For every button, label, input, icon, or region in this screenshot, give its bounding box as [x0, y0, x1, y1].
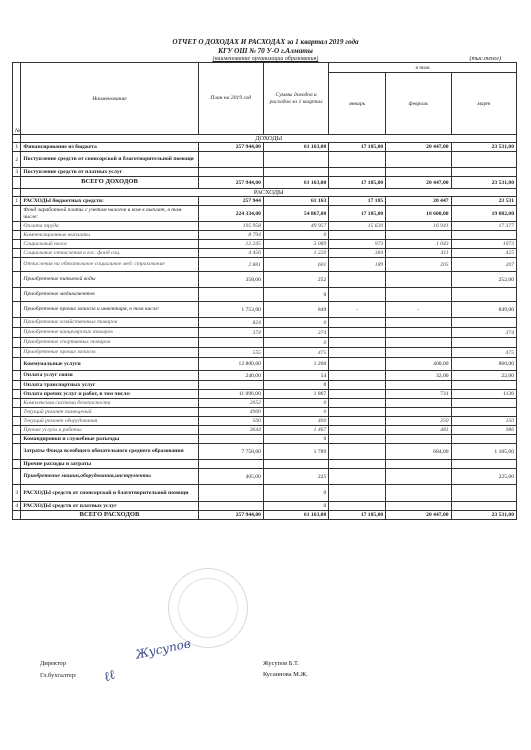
table-row [13, 143, 517, 152]
row-mar-cell [451, 288, 516, 302]
row-feb-cell: 20 447,00 [386, 177, 451, 189]
row-sum-cell: 1 467 [263, 426, 328, 435]
row-num-cell [13, 318, 21, 328]
row-num-cell: 3 [13, 168, 21, 177]
row-num-cell [13, 272, 21, 288]
row-jan-cell [329, 381, 386, 390]
row-sum-cell: 1 867 [263, 390, 328, 399]
row-name-cell: Финансирование из бюджета [21, 143, 198, 152]
row-name-cell: Приобретение канцелярских товаров [21, 328, 198, 338]
row-sum-cell: 400 [263, 417, 328, 426]
row-jan-cell: 17 185,00 [329, 206, 386, 222]
row-num-cell [13, 460, 21, 469]
row-sum-cell: 54 [263, 371, 328, 381]
row-num-cell [13, 426, 21, 435]
accountant-name: Кусаинова М.Ж. [263, 671, 308, 678]
row-mar-cell: 252,00 [451, 272, 516, 288]
col-header-sum: Суммы доходов и расходов за 1 квартал [263, 63, 328, 135]
row-feb-cell [386, 272, 451, 288]
row-plan-cell [198, 460, 263, 469]
row-num-cell [13, 469, 21, 485]
row-mar-cell: 1 105,00 [451, 444, 516, 460]
table-row [13, 338, 517, 348]
table-row [13, 444, 517, 460]
row-jan-cell [329, 371, 386, 381]
row-name-cell: Приобретение прочих запасов и инвентаря, в том числе: [21, 302, 198, 318]
organization-name: КГУ ОШ № 70 У-О г.Алматы [218, 47, 313, 55]
table-row [13, 485, 517, 502]
row-num-cell [13, 348, 21, 358]
row-mar-cell: 374 [451, 328, 516, 338]
row-feb-cell: 481 [386, 426, 451, 435]
row-sum-cell [263, 152, 328, 168]
row-sum-cell: 225 [263, 469, 328, 485]
row-feb-cell: 20 447,00 [386, 511, 451, 520]
row-num-cell [13, 249, 21, 258]
row-name-cell: Приобретение прочих запасов [21, 348, 198, 358]
row-plan-cell: 11 096,00 [198, 390, 263, 399]
row-jan-cell [329, 231, 386, 240]
row-feb-cell [386, 399, 451, 408]
row-jan-cell: 17 185,00 [329, 177, 386, 189]
stamp-seal-inner [178, 578, 238, 638]
row-name-cell: ВСЕГО РАСХОДОВ [21, 511, 198, 520]
row-feb-cell: 1 043 [386, 240, 451, 249]
row-mar-cell [451, 408, 516, 417]
table-row [13, 435, 517, 444]
row-num-cell [13, 371, 21, 381]
row-num-cell [13, 240, 21, 249]
row-num-cell [13, 222, 21, 231]
row-name-cell: Оплата прочих услуг и работ, в том числе: [21, 390, 198, 399]
row-sum-cell: 0 [263, 399, 328, 408]
row-mar-cell: 23 531 [451, 197, 516, 206]
row-name-cell: РАСХОДЫ средств от спонсорской и благотворительной помощи [21, 485, 198, 502]
row-mar-cell: 207 [451, 258, 516, 272]
accountant-label: Гл.бухгалтер: [40, 672, 77, 679]
row-num-cell [13, 358, 21, 371]
row-name-cell: Командировки и служебные разъезды [21, 435, 198, 444]
row-sum-cell: 0 [263, 485, 328, 502]
section-income-label: ДОХОДЫ [21, 135, 517, 143]
row-mar-cell [451, 502, 516, 511]
col-header-jan: январь [329, 73, 386, 135]
row-feb-cell: 731 [386, 390, 451, 399]
table-row [13, 288, 517, 302]
row-plan-cell [198, 288, 263, 302]
col-header-name: Наименование [21, 63, 198, 135]
row-name-cell: Компенсационные выплаты [21, 231, 198, 240]
row-mar-cell [451, 435, 516, 444]
row-feb-cell: 20 447,00 [386, 143, 451, 152]
row-jan-cell [329, 318, 386, 328]
row-num-cell: 4 [13, 502, 21, 511]
table-row [13, 222, 517, 231]
row-name-cell: Оплата транспортных услуг [21, 381, 198, 390]
table-row [13, 168, 517, 177]
row-num-cell: 1 [13, 197, 21, 206]
table-row [13, 328, 517, 338]
row-plan-cell: 12 245 [198, 240, 263, 249]
row-feb-cell: 20 447 [386, 197, 451, 206]
unit-label: (тыс.тенге) [469, 56, 501, 62]
row-name-cell: Социальный налог [21, 240, 198, 249]
row-jan-cell [329, 168, 386, 177]
row-sum-cell: 0 [263, 502, 328, 511]
row-num-cell [13, 302, 21, 318]
row-sum-cell: 49 957 [263, 222, 328, 231]
row-plan-cell [198, 168, 263, 177]
row-plan-cell: 257 944,00 [198, 143, 263, 152]
row-jan-cell: 189 [329, 258, 386, 272]
row-feb-cell [386, 469, 451, 485]
row-name-cell: Приобретение питьевой воды [21, 272, 198, 288]
row-mar-cell: 1136 [451, 390, 516, 399]
row-plan-cell: 12 800,00 [198, 358, 263, 371]
row-sum-cell: 1 260 [263, 358, 328, 371]
row-num-cell [13, 417, 21, 426]
row-plan-cell [198, 381, 263, 390]
row-plan-cell [198, 338, 263, 348]
table-row [13, 460, 517, 469]
row-num-cell [13, 435, 21, 444]
row-name-cell: Коммунальные услуги [21, 358, 198, 371]
row-sum-cell: 0 [263, 381, 328, 390]
row-feb-cell [386, 288, 451, 302]
row-name-cell: Поступление средств от платных услуг [21, 168, 198, 177]
table-row [13, 197, 517, 206]
row-mar-cell [451, 152, 516, 168]
row-plan-cell: 405,00 [198, 469, 263, 485]
row-plan-cell: 7 758,00 [198, 444, 263, 460]
row-jan-cell: 384 [329, 249, 386, 258]
row-mar-cell: 425 [451, 249, 516, 258]
row-feb-cell [386, 231, 451, 240]
report-title: ОТЧЕТ О ДОХОДАХ И РАСХОДАХ за 1 квартал 2019 года [172, 38, 359, 46]
row-sum-cell: 3 089 [263, 240, 328, 249]
row-mar-cell: 150 [451, 417, 516, 426]
report-table [12, 62, 517, 520]
row-num-cell [13, 408, 21, 417]
section-num-cell [13, 135, 21, 143]
row-feb-cell: 684,00 [386, 444, 451, 460]
row-num-cell [13, 258, 21, 272]
row-sum-cell: 0 [263, 408, 328, 417]
table-row [13, 240, 517, 249]
table-row [13, 358, 517, 371]
row-num-cell: 1 [13, 143, 21, 152]
row-name-cell: Затраты Фонда всеобщего обязательного среднего образования [21, 444, 198, 460]
row-name-cell: Комплексная система безопасности [21, 399, 198, 408]
col-header-months: в том [329, 63, 517, 73]
row-jan-cell [329, 338, 386, 348]
row-name-cell: Приобретение хозяйственных товаров [21, 318, 198, 328]
row-mar-cell: 23 531,00 [451, 511, 516, 520]
col-header-num: № [13, 63, 21, 135]
row-jan-cell [329, 417, 386, 426]
row-mar-cell: 475 [451, 348, 516, 358]
row-feb-cell: 250 [386, 417, 451, 426]
row-plan-cell: 257 944 [198, 197, 263, 206]
row-mar-cell [451, 381, 516, 390]
row-plan-cell [198, 502, 263, 511]
table-row [13, 302, 517, 318]
section-expenses [13, 189, 517, 197]
row-name-cell: РАСХОДЫ средств от платных услуг [21, 502, 198, 511]
row-sum-cell: 0 [263, 338, 328, 348]
row-mar-cell [451, 338, 516, 348]
row-feb-cell: - [386, 302, 451, 318]
row-jan-cell [329, 390, 386, 399]
row-mar-cell [451, 231, 516, 240]
row-jan-cell [329, 328, 386, 338]
row-mar-cell: 986 [451, 426, 516, 435]
table-row [13, 469, 517, 485]
row-mar-cell [451, 460, 516, 469]
row-name-cell: Текущий ремонт помещений [21, 408, 198, 417]
row-sum-cell: 0 [263, 318, 328, 328]
row-jan-cell [329, 444, 386, 460]
row-feb-cell [386, 348, 451, 358]
row-name-cell: Приобретение машин,оборудования,инструменты [21, 469, 198, 485]
row-feb-cell [386, 381, 451, 390]
accountant-signature: ℓℓ [101, 667, 118, 686]
row-mar-cell: 860,00 [451, 358, 516, 371]
row-name-cell: РАСХОДЫ бюджетных средств: [21, 197, 198, 206]
row-name-cell: Приобретение медикаментов [21, 288, 198, 302]
organization-caption: (наименование организации образования) [212, 56, 319, 62]
row-jan-cell [329, 435, 386, 444]
table-row [13, 231, 517, 240]
row-num-cell [13, 328, 21, 338]
row-feb-cell: 411 [386, 249, 451, 258]
row-mar-cell: 19 082,00 [451, 206, 516, 222]
table-row [13, 511, 517, 520]
row-feb-cell [386, 168, 451, 177]
row-plan-cell [198, 152, 263, 168]
row-num-cell [13, 511, 21, 520]
row-jan-cell [329, 426, 386, 435]
row-jan-cell [329, 408, 386, 417]
row-name-cell: Оплата труда [21, 222, 198, 231]
row-jan-cell [329, 288, 386, 302]
row-sum-cell: 1 220 [263, 249, 328, 258]
table-row [13, 381, 517, 390]
row-num-cell [13, 338, 21, 348]
table-row [13, 177, 517, 189]
row-feb-cell [386, 152, 451, 168]
table-row [13, 152, 517, 168]
row-num-cell: 2 [13, 152, 21, 168]
row-name-cell: Оплата услуг связи [21, 371, 198, 381]
row-plan-cell: 500 [198, 417, 263, 426]
row-mar-cell [451, 168, 516, 177]
col-header-plan: План на 2019 год [198, 63, 263, 135]
row-name-cell: Прочие расходы и затраты [21, 460, 198, 469]
row-plan-cell: 358,00 [198, 272, 263, 288]
row-feb-cell [386, 408, 451, 417]
row-name-cell: ВСЕГО ДОХОДОВ [21, 177, 198, 189]
row-num-cell [13, 177, 21, 189]
col-header-mar: март [451, 73, 516, 135]
row-jan-cell: 17 185 [329, 197, 386, 206]
row-feb-cell: 16 941 [386, 222, 451, 231]
row-mar-cell: 849,00 [451, 302, 516, 318]
row-plan-cell: 240,00 [198, 371, 263, 381]
row-jan-cell [329, 502, 386, 511]
row-num-cell [13, 390, 21, 399]
table-row [13, 399, 517, 408]
row-feb-cell: 32,00 [386, 371, 451, 381]
row-sum-cell: 0 [263, 231, 328, 240]
row-plan-cell: 2052 [198, 399, 263, 408]
row-jan-cell [329, 485, 386, 502]
row-sum-cell [263, 168, 328, 177]
row-feb-cell [386, 328, 451, 338]
row-num-cell [13, 444, 21, 460]
row-jan-cell [329, 469, 386, 485]
row-jan-cell [329, 152, 386, 168]
row-mar-cell: 225,00 [451, 469, 516, 485]
director-name: Жусупов Б.Т. [263, 660, 299, 667]
row-feb-cell [386, 435, 451, 444]
row-sum-cell: 0 [263, 435, 328, 444]
director-signature: Жусупов [134, 636, 192, 662]
row-jan-cell: 15 639 [329, 222, 386, 231]
table-row [13, 348, 517, 358]
row-sum-cell: 475 [263, 348, 328, 358]
row-plan-cell: 8 794 [198, 231, 263, 240]
row-plan-cell [198, 435, 263, 444]
row-name-cell: Приобретение спортивных товаров [21, 338, 198, 348]
row-mar-cell [451, 399, 516, 408]
table-row [13, 408, 517, 417]
row-jan-cell [329, 460, 386, 469]
row-plan-cell: 824 [198, 318, 263, 328]
row-plan-cell [198, 485, 263, 502]
row-jan-cell: 973 [329, 240, 386, 249]
row-mar-cell: 22,00 [451, 371, 516, 381]
row-mar-cell: 1073 [451, 240, 516, 249]
row-sum-cell: 374 [263, 328, 328, 338]
row-name-cell: Текущий ремонт оборудования [21, 417, 198, 426]
row-sum-cell: 61 163,00 [263, 177, 328, 189]
row-name-cell: Отчисления на обязательное социальное мед. страхование [21, 258, 198, 272]
section-expenses-label: РАСХОДЫ [21, 189, 517, 197]
row-jan-cell: 17 185,00 [329, 143, 386, 152]
row-feb-cell: 18 600,00 [386, 206, 451, 222]
row-mar-cell: 23 531,00 [451, 177, 516, 189]
row-feb-cell [386, 318, 451, 328]
row-mar-cell [451, 485, 516, 502]
row-num-cell [13, 288, 21, 302]
row-name-cell: Прочие услуги и работы [21, 426, 198, 435]
row-sum-cell [263, 460, 328, 469]
row-num-cell [13, 231, 21, 240]
row-sum-cell: 61 163 [263, 197, 328, 206]
row-plan-cell: 195 958 [198, 222, 263, 231]
table-row [13, 417, 517, 426]
row-feb-cell: 205 [386, 258, 451, 272]
row-jan-cell [329, 348, 386, 358]
row-jan-cell [329, 399, 386, 408]
row-jan-cell [329, 272, 386, 288]
row-name-cell: Фонд заработной платы с учетом налогов и ком-х выплат, в том числе: [21, 206, 198, 222]
table-row [13, 249, 517, 258]
row-sum-cell: 601 [263, 258, 328, 272]
row-num-cell [13, 381, 21, 390]
row-sum-cell: 61 163,00 [263, 511, 328, 520]
row-feb-cell: 400,00 [386, 358, 451, 371]
row-sum-cell: 252 [263, 272, 328, 288]
row-mar-cell: 17 377 [451, 222, 516, 231]
table-row [13, 206, 517, 222]
row-jan-cell: 17 185,00 [329, 511, 386, 520]
row-plan-cell: 257 944,00 [198, 511, 263, 520]
row-jan-cell: - [329, 302, 386, 318]
row-feb-cell [386, 338, 451, 348]
row-plan-cell: 4 456 [198, 249, 263, 258]
table-row [13, 390, 517, 399]
row-sum-cell: 0 [263, 288, 328, 302]
row-plan-cell: 2 881 [198, 258, 263, 272]
row-sum-cell: 61 163,00 [263, 143, 328, 152]
director-label: Директор [40, 660, 66, 667]
row-num-cell [13, 206, 21, 222]
row-feb-cell [386, 485, 451, 502]
row-plan-cell: 555 [198, 348, 263, 358]
row-sum-cell: 1 789 [263, 444, 328, 460]
row-plan-cell: 257 944,00 [198, 177, 263, 189]
table-row [13, 371, 517, 381]
row-name-cell: Социальные отчисления в гос. фонд соц. [21, 249, 198, 258]
row-plan-cell: 224 334,00 [198, 206, 263, 222]
table-row [13, 502, 517, 511]
row-num-cell: 3 [13, 485, 21, 502]
col-header-feb: февраль [386, 73, 451, 135]
row-feb-cell [386, 460, 451, 469]
row-plan-cell: 1 753,00 [198, 302, 263, 318]
section-num-cell [13, 189, 21, 197]
table-row [13, 258, 517, 272]
table-row [13, 272, 517, 288]
report-body [13, 135, 517, 520]
row-mar-cell [451, 318, 516, 328]
row-name-cell: Поступление средств от спонсорской и благотворительной помощи [21, 152, 198, 168]
row-plan-cell: 3644 [198, 426, 263, 435]
table-row [13, 426, 517, 435]
row-jan-cell [329, 358, 386, 371]
row-plan-cell: 4900 [198, 408, 263, 417]
table-row [13, 318, 517, 328]
section-income [13, 135, 517, 143]
row-mar-cell: 23 531,00 [451, 143, 516, 152]
row-sum-cell: 849 [263, 302, 328, 318]
row-sum-cell: 54 867,00 [263, 206, 328, 222]
row-plan-cell: 374 [198, 328, 263, 338]
row-feb-cell [386, 502, 451, 511]
row-num-cell [13, 399, 21, 408]
